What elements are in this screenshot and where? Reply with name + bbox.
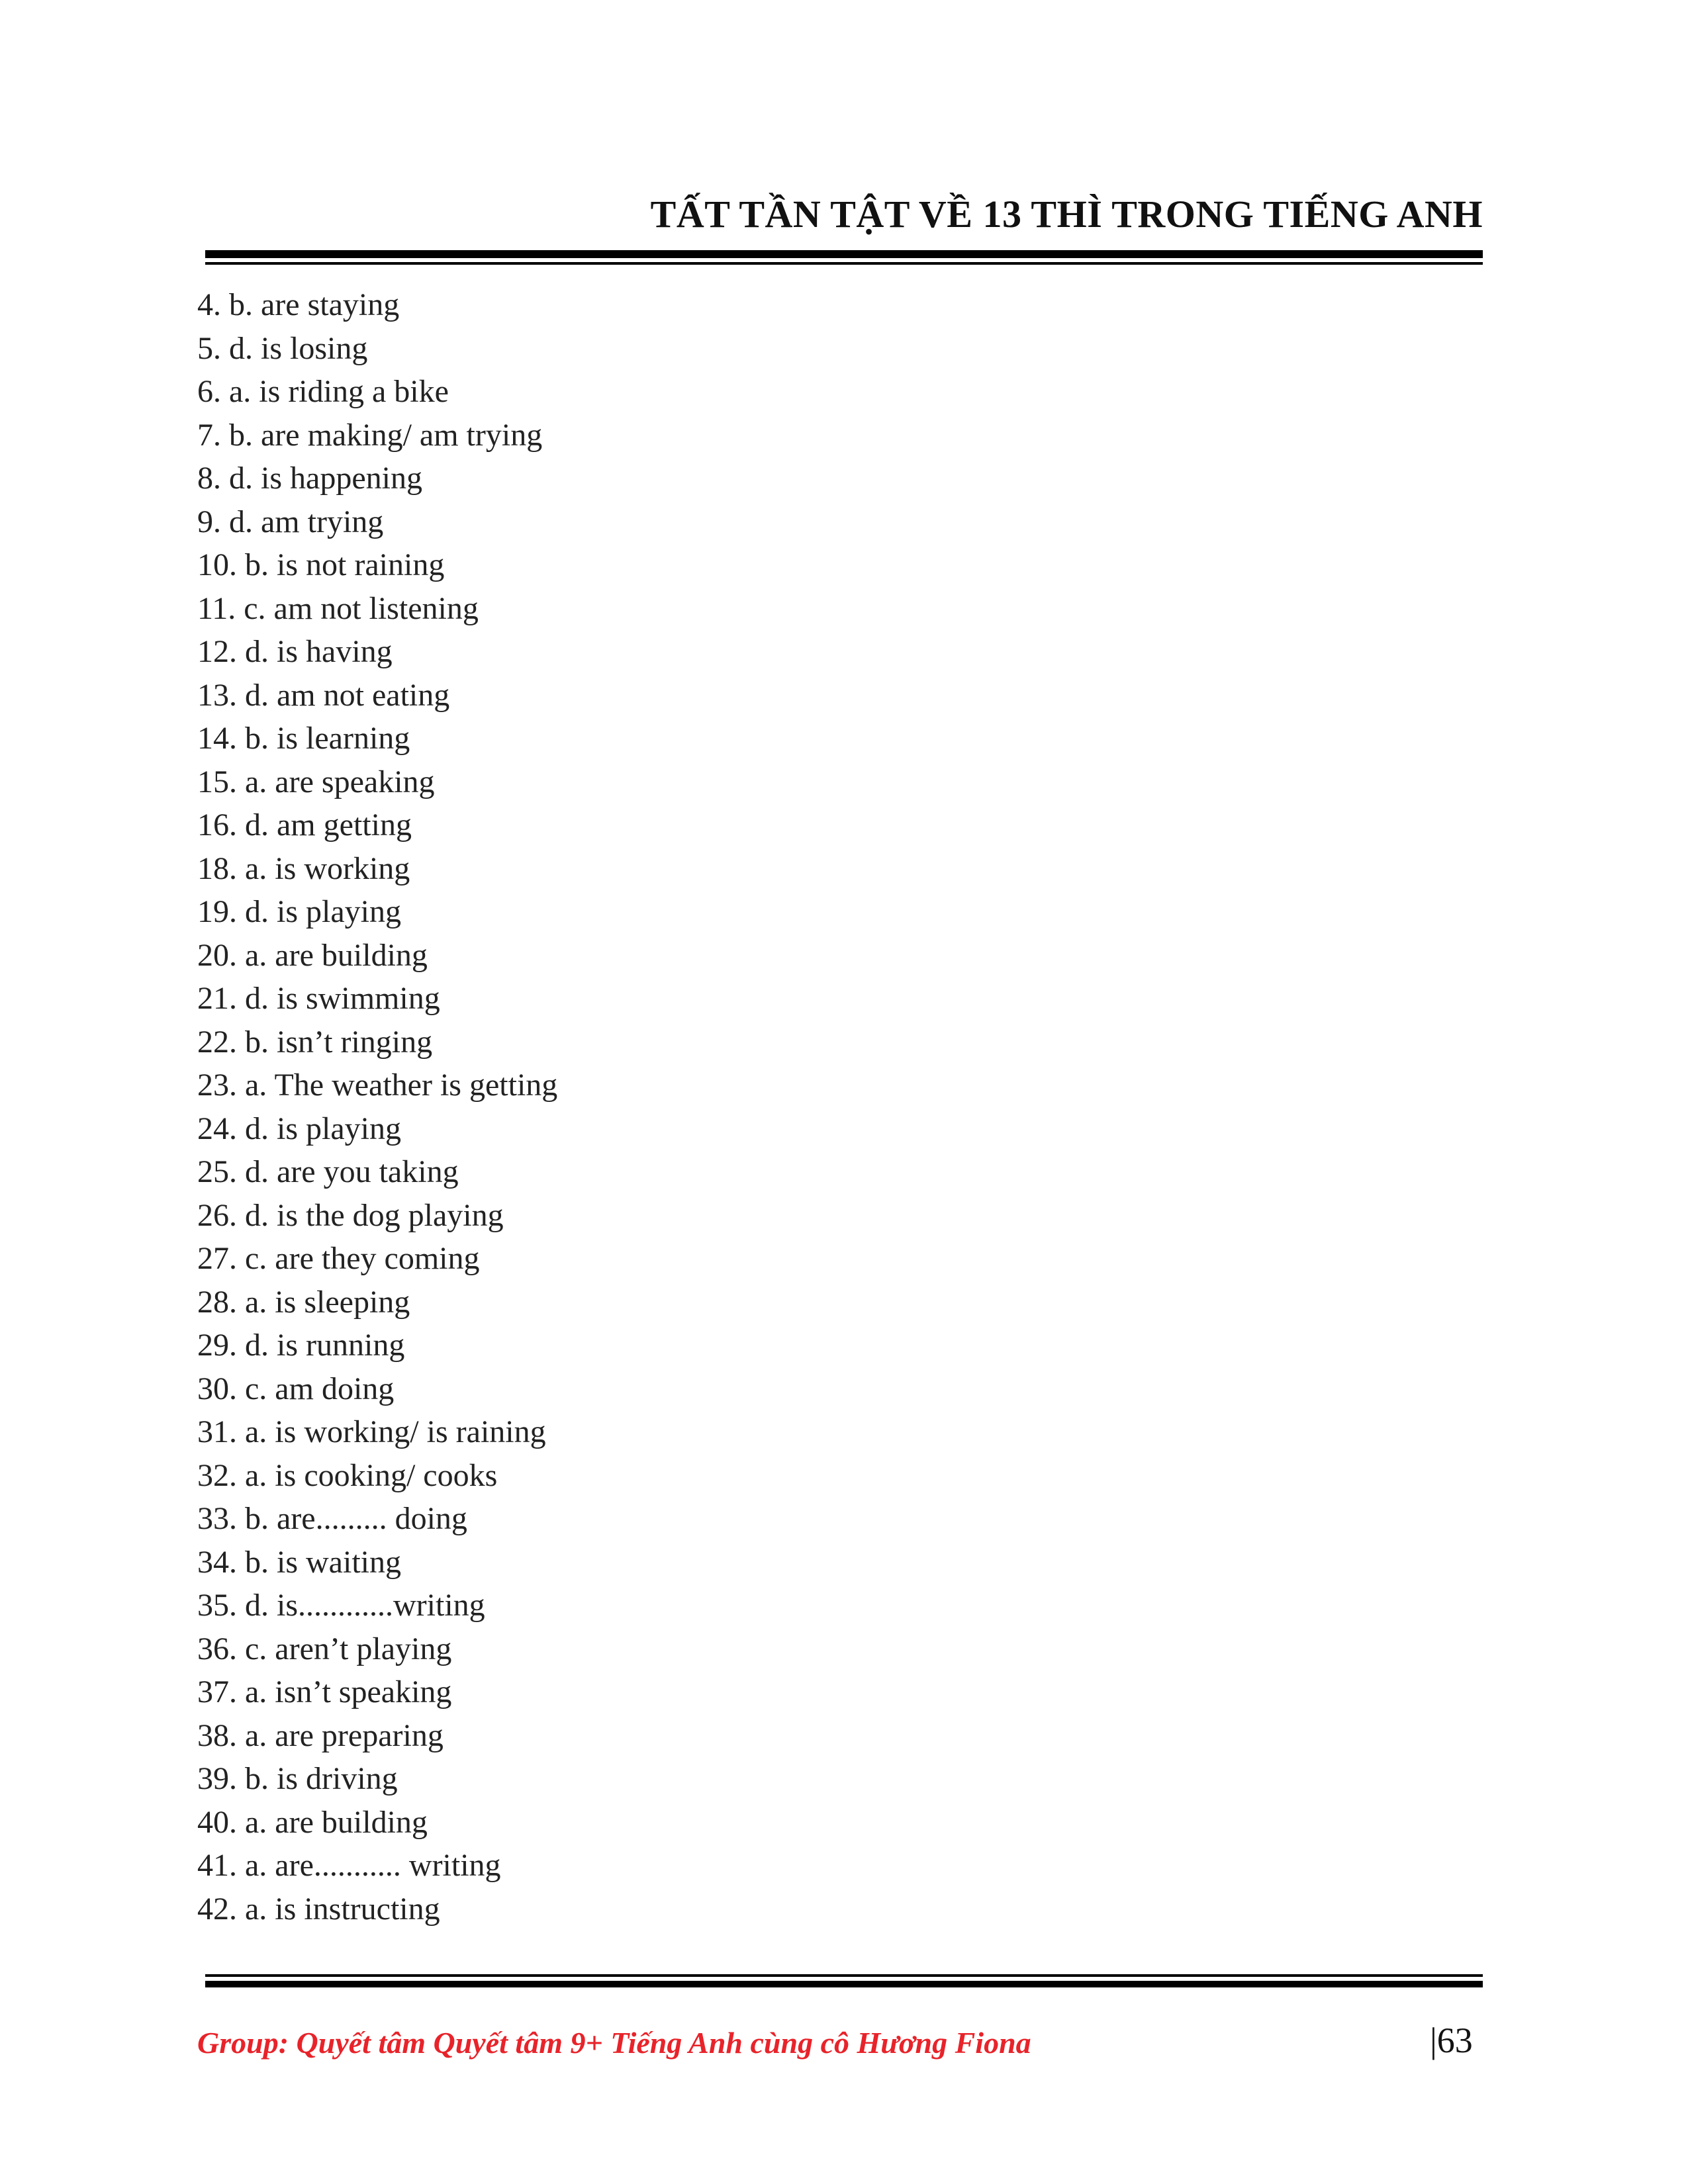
- answer-item: 9. d. am trying: [197, 504, 384, 539]
- answer-item: 13. d. am not eating: [197, 677, 450, 713]
- footer-rule-thick: [205, 1981, 1483, 1987]
- answer-item: 30. c. am doing: [197, 1371, 395, 1406]
- answer-item: 11. c. am not listening: [197, 590, 479, 626]
- answer-item: 35. d. is............writing: [197, 1588, 485, 1623]
- answer-item: 19. d. is playing: [197, 894, 401, 929]
- answer-item: 12. d. is having: [197, 634, 393, 669]
- header-rule-thick: [205, 250, 1483, 258]
- answer-item: 8. d. is happening: [197, 461, 422, 496]
- answer-item: 4. b. are staying: [197, 287, 400, 322]
- answer-item: 23. a. The weather is getting: [197, 1068, 558, 1103]
- answer-item: 21. d. is swimming: [197, 981, 440, 1016]
- answer-list: [197, 283, 557, 1931]
- answer-item: 6. a. is riding a bike: [197, 374, 449, 409]
- answer-item: 34. b. is waiting: [197, 1544, 401, 1580]
- answer-item: 36. c. aren’t playing: [197, 1631, 452, 1666]
- answer-item: 31. a. is working/ is raining: [197, 1414, 546, 1449]
- answer-item: 24. d. is playing: [197, 1111, 401, 1146]
- answer-item: 39. b. is driving: [197, 1761, 398, 1796]
- answer-item: 33. b. are......... doing: [197, 1501, 467, 1536]
- footer-rule-thin: [205, 1974, 1483, 1977]
- answer-item: 7. b. are making/ am trying: [197, 417, 543, 453]
- answer-item: 37. a. isn’t speaking: [197, 1674, 452, 1709]
- answer-item: 20. a. are building: [197, 937, 428, 973]
- answer-item: 27. c. are they coming: [197, 1241, 480, 1276]
- answer-item: 40. a. are building: [197, 1804, 428, 1840]
- answer-item: 38. a. are preparing: [197, 1717, 444, 1753]
- answer-item: 25. d. are you taking: [197, 1154, 459, 1189]
- answer-item: 42. a. is instructing: [197, 1891, 440, 1927]
- footer-group-label: Group: Quyết tâm Quyết tâm 9+ Tiếng Anh cùng cô Hương Fiona: [197, 2026, 1031, 2060]
- answer-item: 14. b. is learning: [197, 721, 410, 756]
- answer-item: 26. d. is the dog playing: [197, 1197, 504, 1233]
- answer-item: 29. d. is running: [197, 1328, 405, 1363]
- answer-item: 32. a. is cooking/ cooks: [197, 1457, 498, 1493]
- answer-item: 28. a. is sleeping: [197, 1284, 410, 1320]
- header-rule-thin: [205, 262, 1483, 265]
- page-number: |63: [1430, 2021, 1473, 2060]
- answer-item: 18. a. is working: [197, 850, 410, 886]
- answer-item: 15. a. are speaking: [197, 764, 435, 799]
- answer-item: 41. a. are........... writing: [197, 1848, 501, 1883]
- answer-item: 22. b. isn’t ringing: [197, 1024, 433, 1060]
- answer-item: 16. d. am getting: [197, 807, 412, 842]
- page-title: TẤT TẦN TẬT VỀ 13 THÌ TRONG TIẾNG ANH: [650, 193, 1483, 236]
- answer-item: 5. d. is losing: [197, 330, 368, 366]
- answer-item: 10. b. is not raining: [197, 547, 445, 582]
